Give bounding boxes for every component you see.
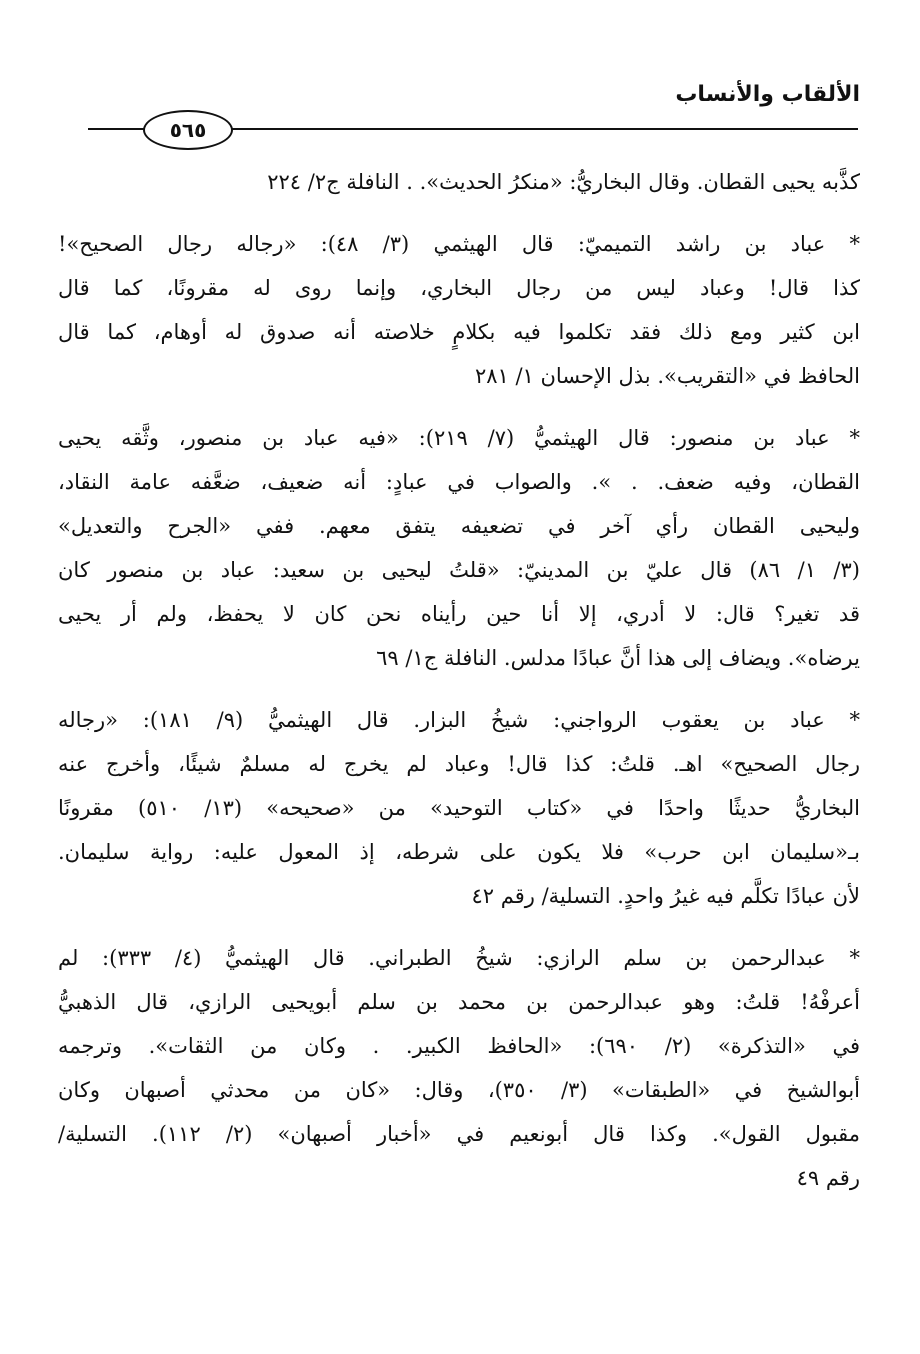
text-line: لأن عبادًا تكلَّم فيه غيرُ واحدٍ. التسلية/ رقم ٤٢ <box>471 884 860 908</box>
text-line: الحافظ في «التقريب». بذل الإحسان ١/ ٢٨١ <box>474 364 860 388</box>
text-line: رجال الصحيح» اهـ. قلتُ: كذا قال! وعباد لم يخرج له مسلمٌ شيئًا، وأخرج عنه <box>58 752 860 776</box>
text-line: كذَّبه يحيى القطان. وقال البخاريُّ: «منكرُ الحديث». . النافلة ج٢/ ٢٢٤ <box>267 170 860 194</box>
text-line: وليحيى القطان رأي آخر في تضعيفه يتفق معهم. ففي «الجرح والتعديل» <box>58 514 860 538</box>
text-line: (٣/ ١/ ٨٦) قال عليّ بن المدينيّ: «قلتُ ليحيى بن سعيد: عباد بن منصور كان <box>58 558 860 582</box>
text-line: كذا قال! وعباد ليس من رجال البخاري، وإنما روى له مقرونًا، كما قال <box>58 276 860 300</box>
page-number-oval <box>143 110 233 150</box>
paragraph-1 <box>58 160 860 204</box>
text-line: بـ«سليمان ابن حرب» فلا يكون على شرطه، إذ المعول عليه: رواية سليمان. <box>58 840 860 864</box>
page-number: ٥٦٥ <box>169 118 207 142</box>
paragraph-5 <box>58 936 860 1200</box>
text-line: * عباد بن منصور: قال الهيثميُّ (٧/ ٢١٩): «فيه عباد بن منصور، وثَّقه يحيى <box>58 426 860 450</box>
text-line: * عباد بن يعقوب الرواجني: شيخُ البزار. قال الهيثميُّ (٩/ ١٨١): «رجاله <box>58 708 860 732</box>
running-title: الألقاب والأنساب <box>675 82 860 107</box>
text-body <box>58 160 860 1218</box>
paragraph-4 <box>58 698 860 918</box>
text-line: مقبول القول». وكذا قال أبونعيم في «أخبار أصبهان» (٢/ ١١٢). التسلية/ <box>58 1122 860 1146</box>
text-line: في «التذكرة» (٢/ ٦٩٠): «الحافظ الكبير. . وكان من الثقات». وترجمه <box>58 1034 860 1058</box>
text-line: رقم ٤٩ <box>796 1166 860 1190</box>
paragraph-2 <box>58 222 860 398</box>
text-line: ابن كثير ومع ذلك فقد تكلموا فيه بكلامٍ خلاصته أنه صدوق له أوهام، كما قال <box>58 320 860 344</box>
text-line: * عبدالرحمن بن سلم الرازي: شيخُ الطبراني. قال الهيثميُّ (٤/ ٣٣٣): لم <box>58 946 860 970</box>
text-line: القطان، وفيه ضعف. . ». والصواب في عبادٍ: أنه ضعيف، ضعَّفه عامة النقاد، <box>58 470 860 494</box>
text-line: أعرفْهُ! قلتُ: وهو عبدالرحمن بن محمد بن سلم أبويحيى الرازي، قال الذهبيُّ <box>58 990 860 1014</box>
paragraph-3 <box>58 416 860 680</box>
text-line: أبوالشيخ في «الطبقات» (٣/ ٣٥٠)، وقال: «كان من محدثي أصبهان وكان <box>58 1078 860 1102</box>
text-line: يرضاه». ويضاف إلى هذا أنَّ عبادًا مدلس. النافلة ج١/ ٦٩ <box>376 646 860 670</box>
text-line: * عباد بن راشد التميميّ: قال الهيثمي (٣/ ٤٨): «رجاله رجال الصحيح»! <box>58 232 860 256</box>
text-line: البخاريُّ حديثًا واحدًا في «كتاب التوحيد» من «صحيحه» (١٣/ ٥١٠) مقرونًا <box>58 796 860 820</box>
text-line: قد تغير؟ قال: لا أدري، إلا أنا حين رأيناه نحن كان لا يحفظ، ولم أر يحيى <box>58 602 860 626</box>
